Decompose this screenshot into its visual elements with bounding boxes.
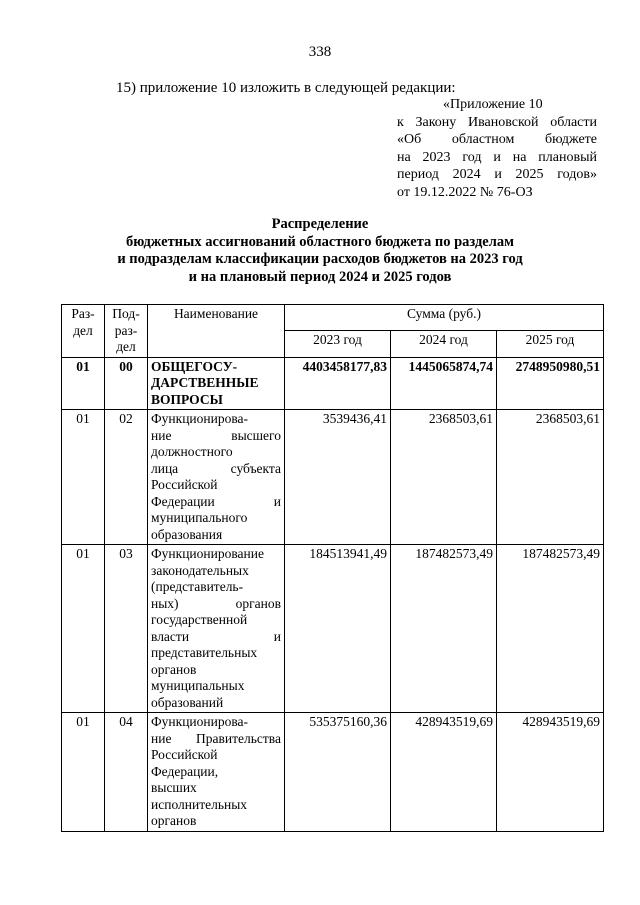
item-name xyxy=(148,545,285,713)
amount-2023: 535375160,36 xyxy=(285,713,391,832)
item-name-line: должностного xyxy=(151,444,233,459)
item-name-line: Функционирование xyxy=(151,546,264,561)
table-row xyxy=(62,410,604,545)
item-name-line: высших xyxy=(151,780,197,795)
amount-2023: 3539436,41 xyxy=(285,410,391,545)
amount-2025: 2368503,61 xyxy=(497,410,604,545)
amount-2023: 184513941,49 xyxy=(285,545,391,713)
item-name-line: органов xyxy=(151,661,197,677)
header-2024: 2024 год xyxy=(391,331,497,357)
item-name-line: Федерации, xyxy=(151,763,219,779)
item-name-line: ОБЩЕГОСУ- xyxy=(151,358,238,374)
table-row xyxy=(62,357,604,410)
subsection-code: 02 xyxy=(105,410,148,545)
amount-2023: 4403458177,83 xyxy=(285,357,391,410)
appendix-line: от 19.12.2022 № 76-ОЗ xyxy=(397,184,533,200)
appendix-reference xyxy=(397,96,597,201)
item-name-line: ных) органов xyxy=(151,595,281,611)
amount-2025: 187482573,49 xyxy=(497,545,604,713)
appendix-line: на 2023 год и на плановый xyxy=(397,149,597,165)
item-name-line: представительных xyxy=(151,645,258,660)
item-name-line: муниципального xyxy=(151,510,248,525)
intro-text: 15) приложение 10 изложить в следующей редакции: xyxy=(116,80,456,96)
item-name-line: государственной xyxy=(151,612,248,627)
section-code: 01 xyxy=(62,357,105,410)
item-name-line: лица субъекта xyxy=(151,460,281,476)
amount-2024: 428943519,69 xyxy=(391,713,497,832)
title-line: Распределение xyxy=(271,216,369,232)
subsection-code: 00 xyxy=(105,357,148,410)
item-name xyxy=(148,713,285,832)
item-name-line: исполнительных xyxy=(151,796,248,812)
item-name-line: Функционирова- xyxy=(151,714,249,729)
item-name-line: Российской xyxy=(151,477,218,492)
page-number: 338 xyxy=(308,44,332,60)
item-name-line: ДАРСТВЕННЫЕ xyxy=(151,375,259,390)
item-name-line: Федерации и xyxy=(151,493,281,509)
section-code: 01 xyxy=(62,410,105,545)
table-row xyxy=(62,713,604,832)
item-name-line: ние Правительства xyxy=(151,730,281,746)
appendix-line: период 2024 и 2025 годов» xyxy=(397,167,597,182)
amount-2024: 1445065874,74 xyxy=(391,357,497,410)
item-name xyxy=(148,357,285,410)
amount-2024: 187482573,49 xyxy=(391,545,497,713)
item-name-line: ВОПРОСЫ xyxy=(151,391,223,407)
amount-2025: 428943519,69 xyxy=(497,713,604,832)
header-2023: 2023 год xyxy=(285,331,391,357)
title-line: и подразделам классификации расходов бюджетов на 2023 год xyxy=(117,251,523,267)
item-name-line: ние высшего xyxy=(151,427,281,443)
item-name-line: образований xyxy=(151,694,224,710)
title-line: бюджетных ассигнований областного бюджета по разделам xyxy=(125,233,515,250)
subsection-code: 04 xyxy=(105,713,148,832)
header-section: Раз- дел xyxy=(62,305,105,358)
item-name-line: Функционирова- xyxy=(151,411,249,426)
item-name-line: Российской xyxy=(151,747,218,762)
item-name-line: органов xyxy=(151,813,197,828)
appendix-line: «Приложение 10 xyxy=(443,97,543,112)
item-name-line: образования xyxy=(151,526,223,542)
item-name-line: (представитель- xyxy=(151,579,244,594)
amount-2024: 2368503,61 xyxy=(391,410,497,545)
item-name xyxy=(148,410,285,545)
amount-2025: 2748950980,51 xyxy=(497,357,604,410)
document-title xyxy=(0,216,640,286)
table-body xyxy=(62,357,604,831)
item-name-line: власти и xyxy=(151,628,281,644)
subsection-code: 03 xyxy=(105,545,148,713)
header-2025: 2025 год xyxy=(497,331,604,357)
appendix-line: «Об областном бюджете xyxy=(397,132,597,147)
budget-table xyxy=(61,304,604,832)
item-name-line: законодательных xyxy=(151,562,249,578)
appendix-line: к Закону Ивановской области xyxy=(397,114,597,130)
title-line: и на плановый период 2024 и 2025 годов xyxy=(188,268,452,285)
header-sum: Сумма (руб.) xyxy=(285,305,604,331)
section-code: 01 xyxy=(62,713,105,832)
header-subsection: Под- раз- дел xyxy=(105,305,148,358)
section-code: 01 xyxy=(62,545,105,713)
item-name-line: муниципальных xyxy=(151,678,245,693)
header-name: Наименование xyxy=(148,305,285,358)
table-row xyxy=(62,545,604,713)
